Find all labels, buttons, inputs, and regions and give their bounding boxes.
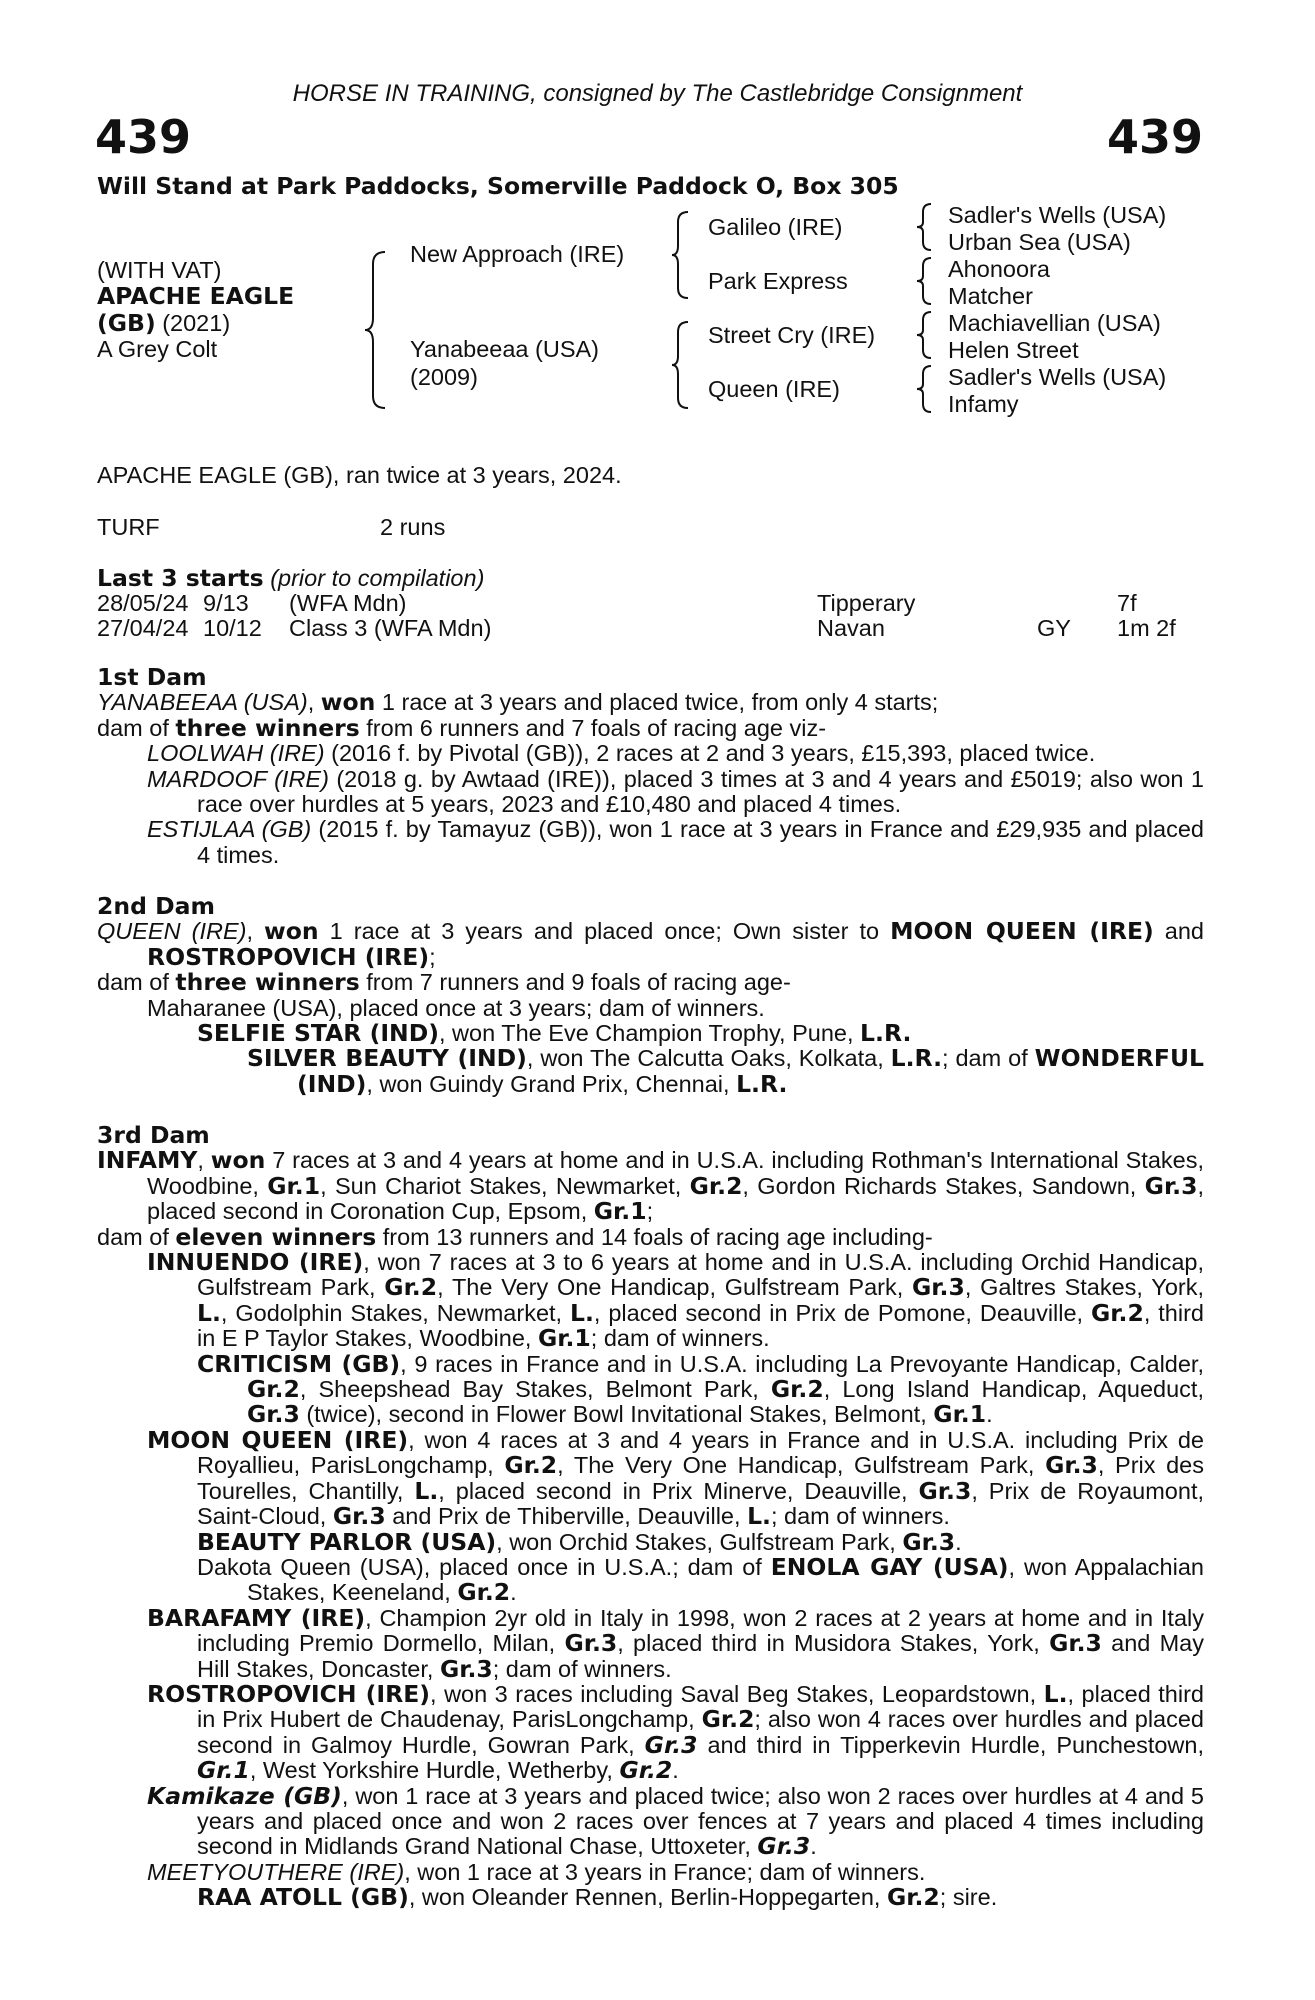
page-header: HORSE IN TRAINING, consigned by The Castlebridge Consignment [292,80,1023,107]
produce-entry: INNUENDO (IRE), won 7 races at 3 to 6 years at home and in U.S.A. including Orchid Handicap, Gulfstream Park, Gr.2, The Very One Handicap, Gulfstream Park, Gr.3, Galtres Stakes, York, L., Godolphin Stakes, Newmarket, L., placed second in Prix de Pomone, Deauville, Gr.2, third in E P Taylor Stakes, Woodbine, Gr.1; dam of winners. [147,1248,1204,1353]
produce-entry: Dakota Queen (USA), placed once in U.S.A.; dam of ENOLA GAY (USA), won Appalachian Stakes, Keeneland, Gr.2. [197,1552,1204,1607]
third-dam-section [97,1123,1204,1911]
produce-entry: Kamikaze (GB), won 1 race at 3 years and placed twice; also won 2 races over hurdles at 4 and 5 years and placed once and won 2 races over fences at 7 years and placed 4 times including second in Midlands Grand National Chase, Uttoxeter, Gr.3. [147,1781,1204,1861]
pedigree-brace-g4 [917,364,935,414]
start-race: Class 3 (WFA Mdn) [289,615,492,641]
start-distance: 7f [1117,590,1137,616]
produce-entry: ESTIJLAA (GB) (2015 f. by Tamayuz (GB)), won 1 race at 3 years in France and £29,935 and placed 4 times. [147,816,1204,868]
produce-entry: BEAUTY PARLOR (USA), won Orchid Stakes, Gulfstream Park, Gr.3. [197,1527,962,1556]
produce-entry: CRITICISM (GB), 9 races in France and in U.S.A. including La Prevoyante Handicap, Calder, Gr.2, Sheepshead Bay Stakes, Belmont Park, Gr.2, Long Island Handicap, Aqueduct, Gr.3 (twice), second in Flower Bowl Invitational Stakes, Belmont, Gr.1. [197,1349,1204,1429]
first-dam-produce: dam of three winners from 6 runners and 7 foals of racing age viz- [97,713,827,742]
produce-entry: SILVER BEAUTY (IND), won The Calcutta Oaks, Kolkata, L.R.; dam of WONDERFUL (IND), won Guindy Grand Prix, Chennai, L.R. [247,1044,1205,1098]
produce-entry: Maharanee (USA), placed once at 3 years; dam of winners. [147,994,765,1021]
grandsire-1: Sadler's Wells (USA) [948,202,1167,228]
horse-origin-year [97,309,230,337]
second-dam-section [97,894,1204,1097]
produce-entry: MEETYOUTHERE (IRE), won 1 race at 3 years in France; dam of winners. [147,1858,926,1885]
dam-sire: Street Cry (IRE) [708,322,876,348]
produce-entry: ROSTROPOVICH (IRE), won 3 races including Saval Beg Stakes, Leopardstown, L., placed third in Prix Hubert de Chaudenay, ParisLongchamp, Gr.2; also won 4 races over hurdles and placed second in Galmoy Hurdle, Gowran Park, Gr.3 and third in Tipperkevin Hurdle, Punchestown, Gr.1, West Yorkshire Hurdle, Wetherby, Gr.2. [147,1679,1204,1785]
produce-entry: BARAFAMY (IRE), Champion 2yr old in Italy in 1998, won 2 races at 2 years at home and in Italy including Premio Dormello, Milan, Gr.3, placed third in Musidora Stakes, York, Gr.3 and May Hill Stakes, Doncaster, Gr.3; dam of winners. [147,1603,1204,1683]
grandsire-5: Machiavellian (USA) [948,310,1161,336]
start-date: 27/04/24 [97,615,189,641]
surface-runs: 2 runs [380,514,446,540]
start-going: GY [1037,615,1071,641]
race-summary: APACHE EAGLE (GB), ran twice at 3 years, 2024. [97,462,622,488]
sire-dam: Park Express [708,268,848,294]
start-position: 9/13 [203,590,249,616]
vat-note: (WITH VAT) [97,257,222,283]
grandsire-2: Urban Sea (USA) [948,229,1131,255]
start-course: Tipperary [817,590,916,616]
sire-sire: Galileo (IRE) [708,214,843,240]
start-race: (WFA Mdn) [289,590,407,616]
pedigree-brace-main [365,250,389,410]
grandsire-3: Ahonoora [948,256,1050,282]
second-dam-heading: 2nd Dam [97,892,215,920]
first-dam-section [97,665,1204,868]
location-line: Will Stand at Park Paddocks, Somerville Paddock O, Box 305 [97,172,899,200]
start-course: Navan [817,615,885,641]
second-dam-record: QUEEN (IRE), won 1 race at 3 years and placed once; Own sister to MOON QUEEN (IRE) and ROSTROPOVICH (IRE); [97,917,1205,971]
produce-entry: SELFIE STAR (IND), won The Eve Champion Trophy, Pune, L.R. [197,1019,912,1048]
start-date: 28/05/24 [97,590,189,616]
grandsire-6: Helen Street [948,337,1079,363]
sire: New Approach (IRE) [410,241,625,267]
lot-number-left: 439 [95,110,192,164]
last-starts-heading [97,564,484,592]
start-position: 10/12 [203,615,262,641]
pedigree-brace-g3 [917,310,935,360]
start-distance: 1m 2f [1117,615,1176,641]
surface-label: TURF [97,514,160,540]
horse-year: (2021) [162,310,231,336]
pedigree-brace-g2 [917,256,935,306]
grandsire-7: Sadler's Wells (USA) [948,364,1167,390]
dam-year: (2009) [410,364,478,390]
last-starts-title: Last 3 starts [97,564,264,592]
first-dam-heading: 1st Dam [97,663,207,691]
horse-name: APACHE EAGLE [97,282,295,310]
produce-entry: RAA ATOLL (GB), won Oleander Rennen, Berlin-Hoppegarten, Gr.2; sire. [197,1883,998,1912]
produce-entry: MARDOOF (IRE) (2018 g. by Awtaad (IRE)), placed 3 times at 3 and 4 years and £5019; also won 1 race over hurdles at 5 years, 2023 and £10,480 and placed 4 times. [147,765,1204,818]
first-dam-record: YANABEEAA (USA), won 1 race at 3 years and placed twice, from only 4 starts; [97,688,939,717]
third-dam-produce: dam of eleven winners from 13 runners and 14 foals of racing age including- [97,1222,933,1251]
grandsire-8: Infamy [948,391,1019,417]
grandsire-4: Matcher [948,283,1033,309]
horse-description: A Grey Colt [97,336,218,362]
produce-entry: MOON QUEEN (IRE), won 4 races at 3 and 4 years in France and in U.S.A. including Prix de Royallieu, ParisLongchamp, Gr.2, The Very One Handicap, Gulfstream Park, Gr.3, Prix des Tourelles, Chantilly, L., placed second in Prix Minerve, Deauville, Gr.3, Prix de Royaumont, Saint-Cloud, Gr.3 and Prix de Thiberville, Deauville, L.; dam of winners. [147,1425,1204,1531]
dam: Yanabeeaa (USA) [410,336,599,362]
dam-dam: Queen (IRE) [708,376,840,402]
third-dam-record: INFAMY, won 7 races at 3 and 4 years at home and in U.S.A. including Rothman's International Stakes, Woodbine, Gr.1, Sun Chariot Stakes, Newmarket, Gr.2, Gordon Richards Stakes, Sandown, Gr.3, placed second in Coronation Cup, Epsom, Gr.1; [97,1146,1205,1226]
produce-entry: LOOLWAH (IRE) (2016 f. by Pivotal (GB)), 2 races at 2 and 3 years, £15,393, placed twice. [147,740,1096,767]
lot-number-right: 439 [1106,110,1203,164]
third-dam-heading: 3rd Dam [97,1121,210,1149]
horse-suffix: (GB) [97,309,156,337]
pedigree-brace-g1 [917,202,935,252]
last-starts-note: (prior to compilation) [270,565,485,591]
pedigree-brace-sire [672,210,692,300]
pedigree-brace-dam [672,320,692,410]
second-dam-produce: dam of three winners from 7 runners and 9 foals of racing age- [97,968,791,997]
